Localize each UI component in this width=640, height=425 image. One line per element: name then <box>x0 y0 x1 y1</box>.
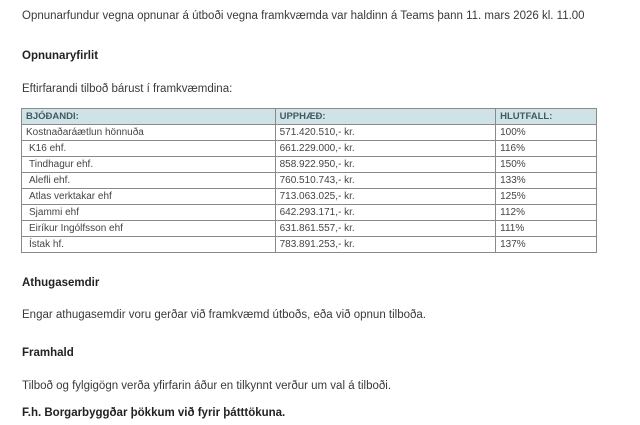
bids-table <box>21 108 597 253</box>
table-header-row <box>22 109 597 125</box>
next-steps-heading: Framhald <box>22 347 74 359</box>
table-row <box>22 173 597 189</box>
header-ratio: HLUTFALL: <box>496 109 597 125</box>
bidder-cell: Alefli ehf. <box>22 173 276 189</box>
header-bidder: BJÓÐANDI: <box>22 109 276 125</box>
amount-cell: 661.229.000,- kr. <box>275 141 496 157</box>
table-row <box>22 237 597 253</box>
overview-heading: Opnunaryfirlit <box>22 50 99 62</box>
ratio-cell: 125% <box>496 189 597 205</box>
ratio-cell: 112% <box>496 205 597 221</box>
amount-cell: 713.063.025,- kr. <box>275 189 496 205</box>
amount-cell: 783.891.253,- kr. <box>275 237 496 253</box>
table-row <box>22 125 597 141</box>
bidder-cell: Ístak hf. <box>22 237 276 253</box>
bidder-cell: K16 ehf. <box>22 141 276 157</box>
table-row <box>22 141 597 157</box>
ratio-cell: 100% <box>496 125 597 141</box>
amount-cell: 858.922.950,- kr. <box>275 157 496 173</box>
ratio-cell: 111% <box>496 221 597 237</box>
bidder-cell: Tindhagur ehf. <box>22 157 276 173</box>
amount-cell: 631.861.557,- kr. <box>275 221 496 237</box>
ratio-cell: 137% <box>496 237 597 253</box>
table-row <box>22 205 597 221</box>
next-steps-text: Tilboð og fylgigögn verða yfirfarin áður en tilkynnt verður um val á tilboði. <box>22 380 392 392</box>
table-row <box>22 221 597 237</box>
amount-cell: 760.510.743,- kr. <box>275 173 496 189</box>
intro-text: Opnunarfundur vegna opnunar á útboði vegna framkvæmda var haldinn á Teams þann 11. mars 2026 kl. 11.00 <box>22 10 585 22</box>
header-amount: UPPHÆÐ: <box>275 109 496 125</box>
bidder-cell: Kostnaðaráætlun hönnuða <box>22 125 276 141</box>
bidder-cell: Eiríkur Ingólfsson ehf <box>22 221 276 237</box>
bidder-cell: Sjammi ehf <box>22 205 276 221</box>
overview-text: Eftirfarandi tilboð bárust í framkvæmdina: <box>22 83 233 95</box>
bidder-cell: Atlas verktakar ehf <box>22 189 276 205</box>
ratio-cell: 150% <box>496 157 597 173</box>
remarks-text: Engar athugasemdir voru gerðar við framkvæmd útboðs, eða við opnun tilboða. <box>22 309 427 321</box>
remarks-heading: Athugasemdir <box>22 277 100 289</box>
ratio-cell: 116% <box>496 141 597 157</box>
ratio-cell: 133% <box>496 173 597 189</box>
signoff-text: F.h. Borgarbyggðar þökkum við fyrir þátttökuna. <box>22 407 286 419</box>
amount-cell: 571.420.510,- kr. <box>275 125 496 141</box>
amount-cell: 642.293.171,- kr. <box>275 205 496 221</box>
table-row <box>22 157 597 173</box>
table-row <box>22 189 597 205</box>
